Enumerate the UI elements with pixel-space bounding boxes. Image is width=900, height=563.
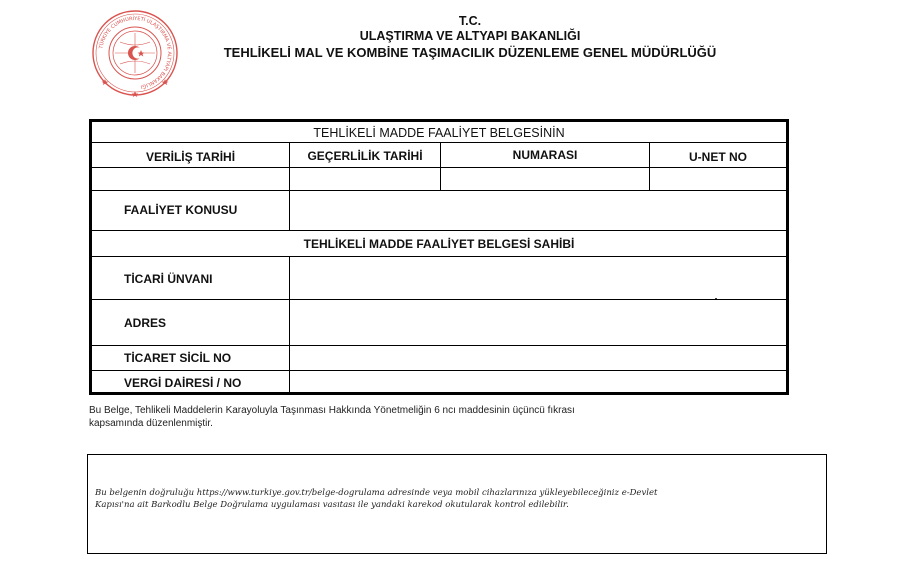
ministry-seal-logo: [91, 9, 179, 97]
trade-name-value-cell: [290, 257, 786, 299]
validity-date-value-cell: [290, 168, 440, 190]
header-ministry: ULAŞTIRMA VE ALTYAPI BAKANLIĞI: [359, 29, 581, 43]
column-header-validity-date: GEÇERLİLİK TARİHİ: [307, 149, 423, 163]
verification-line-2: Kapısı'na ait Barkodlu Belge Doğrulama uygulaması vasıtası ile yandaki karekod okutularak kontrol edilebilir.: [95, 500, 569, 510]
verification-text: [95, 487, 735, 511]
trade-registry-no-value-cell: [290, 346, 786, 370]
tax-office-no-value-cell: [290, 371, 786, 392]
verification-line-1: Bu belgenin doğruluğu https://www.turkiye.gov.tr/belge-dogrulama adresinde veya mobil cihazlarınıza yükleyebileceğiniz e-Devlet: [95, 488, 658, 498]
regulation-note: [89, 404, 689, 430]
tax-office-no-label: VERGİ DAİRESİ / NO: [124, 376, 242, 390]
issue-date-value-cell: [92, 168, 289, 190]
stray-mark: [715, 298, 717, 299]
header-tc: T.C.: [458, 14, 482, 28]
unet-no-value-cell: [650, 168, 786, 190]
row-divider: [92, 230, 786, 231]
column-header-unet-no: U-NET NO: [689, 150, 747, 164]
column-header-number: NUMARASI: [512, 148, 578, 162]
regulation-note-line-1: Bu Belge, Tehlikeli Maddelerin Karayoluyla Taşınması Hakkında Yönetmeliğin 6 ncı maddesinin üçüncü fıkrası: [89, 405, 575, 416]
trade-name-label: TİCARİ ÜNVANI: [124, 272, 213, 286]
activity-subject-label: FAALİYET KONUSU: [124, 203, 238, 217]
section-title: TEHLİKELİ MADDE FAALİYET BELGESİNİN: [313, 126, 565, 140]
address-label: ADRES: [124, 316, 167, 330]
trade-registry-no-label: TİCARET SİCİL NO: [124, 351, 232, 365]
address-value-cell: [290, 300, 786, 345]
row-divider: [92, 142, 786, 143]
activity-subject-value-cell: [290, 191, 786, 230]
header-directorate: TEHLİKELİ MAL VE KOMBİNE TAŞIMACILIK DÜZENLEME GENEL MÜDÜRLÜĞÜ: [223, 45, 717, 60]
column-header-issue-date: VERİLİŞ TARİHİ: [145, 150, 236, 164]
regulation-note-line-2: kapsamında düzenlenmiştir.: [89, 418, 213, 429]
number-value-cell: [441, 168, 649, 190]
owner-section-title: TEHLİKELİ MADDE FAALİYET BELGESİ SAHİBİ: [303, 237, 575, 251]
svg-text:TÜRKİYE CUMHURİYETİ ULAŞTIRMA: TÜRKİYE CUMHURİYETİ ULAŞTIRMA VE ALTYAPI BAKANLIĞI: [98, 15, 173, 90]
